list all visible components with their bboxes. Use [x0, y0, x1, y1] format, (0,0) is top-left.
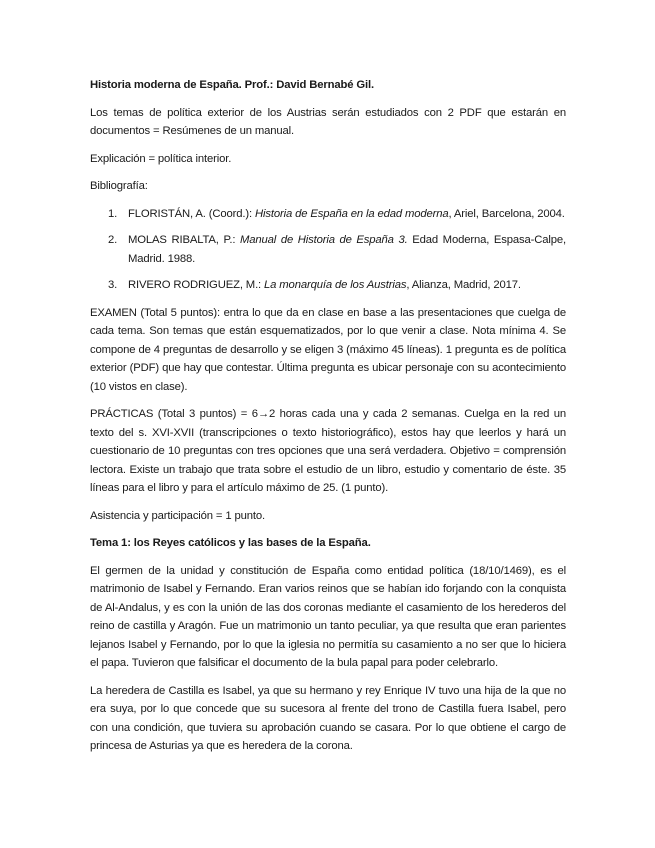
bibliography-title: Manual de Historia de España 3.: [240, 234, 408, 246]
bibliography-item: [90, 231, 566, 268]
bibliography-author: MOLAS RIBALTA, P.:: [128, 234, 241, 246]
tema-heading: Tema 1: los Reyes católicos y las bases de la España.: [90, 537, 371, 549]
bibliography-item: [90, 276, 566, 295]
bibliography-item-number: 3.: [108, 279, 118, 291]
bibliography-publisher: Edad Moderna, Espasa-Calpe, Madrid. 1988.: [128, 234, 567, 265]
bibliography-title: La monarquía de los Austrias: [264, 279, 407, 291]
bibliography-title: Historia de España en la edad moderna: [254, 207, 449, 220]
bibliography-item: [90, 205, 566, 224]
bibliography-list: [90, 205, 566, 295]
bibliography-publisher: , Alianza, Madrid, 2017.: [406, 279, 521, 291]
bibliography-item-number: 2.: [108, 234, 118, 246]
practicas-paragraph: PRÁCTICAS (Total 3 puntos) = 6→2 horas cada una y cada 2 semanas. Cuelga en la red un texto del s. XVI-XVII (transcripciones o texto historiográfico), estos hay que leerlos y hará un cuestionario de 10 preguntas con tres opciones que una será verdadera. Objetivo = comprensión lectora. Existe un trabajo que trata sobre el estudio de un libro, estudio y comentario de éste. 35 líneas para el libro y para el artículo máximo de 25. (1 punto).: [90, 408, 566, 494]
tema-paragraph-2: La heredera de Castilla es Isabel, ya que su hermano y rey Enrique IV tuvo una hija de la que no era suya, por lo que concede que su sucesora al frente del trono de Castilla fuera Isabel, pero con una condición, que tuviera su aprobación cuando se casara. Por lo que obtiene el cargo de princesa de Asturias ya que es heredera de la corona.: [90, 684, 566, 752]
intro-paragraph: Los temas de política exterior de los Austrias serán estudiados con 2 PDF que estarán en documentos = Resúmenes de un manual.: [90, 106, 566, 137]
asistencia-paragraph: Asistencia y participación = 1 punto.: [90, 509, 265, 522]
bibliography-author: RIVERO RODRIGUEZ, M.:: [128, 279, 265, 291]
explicacion-paragraph: Explicación = política interior.: [90, 152, 232, 165]
bibliography-author: FLORISTÁN, A. (Coord.):: [128, 207, 255, 220]
bibliography-item-number: 1.: [108, 207, 118, 220]
document-title: Historia moderna de España. Prof.: David Bernabé Gil.: [90, 79, 374, 91]
bibliography-publisher: , Ariel, Barcelona, 2004.: [448, 207, 565, 220]
bibliografia-heading: Bibliografía:: [90, 180, 148, 192]
document-page: [90, 76, 566, 765]
tema-paragraph-1: El germen de la unidad y constitución de España como entidad política (18/10/1469), es el matrimonio de Isabel y Fernando. Eran varios reinos que se habían ido forjando con la conquista de Al-Andalus, y es con la unión de las dos coronas mediante el casamiento de los herederos del reino de castilla y Aragón. Fue un matrimonio un tanto peculiar, ya que resulta que eran parientes lejanos Isabel y Fernando, por lo que la iglesia no permitía su casamiento a no ser que lo hiciera el papa. Tuvieron que falsificar el documento de la bula papal para poder celebrarlo.: [90, 564, 566, 669]
examen-paragraph: EXAMEN (Total 5 puntos): entra lo que da en clase en base a las presentaciones que cuelga de cada tema. Son temas que están esquematizados, por lo que venir a clase. Nota mínima 4. Se compone de 4 preguntas de desarrollo y se eligen 3 (máximo 45 líneas). 1 pregunta es de política exterior (PDF) que hay que contestar. Última pregunta es ubicar personaje con su acontecimiento (10 vistos en clase).: [90, 306, 566, 393]
